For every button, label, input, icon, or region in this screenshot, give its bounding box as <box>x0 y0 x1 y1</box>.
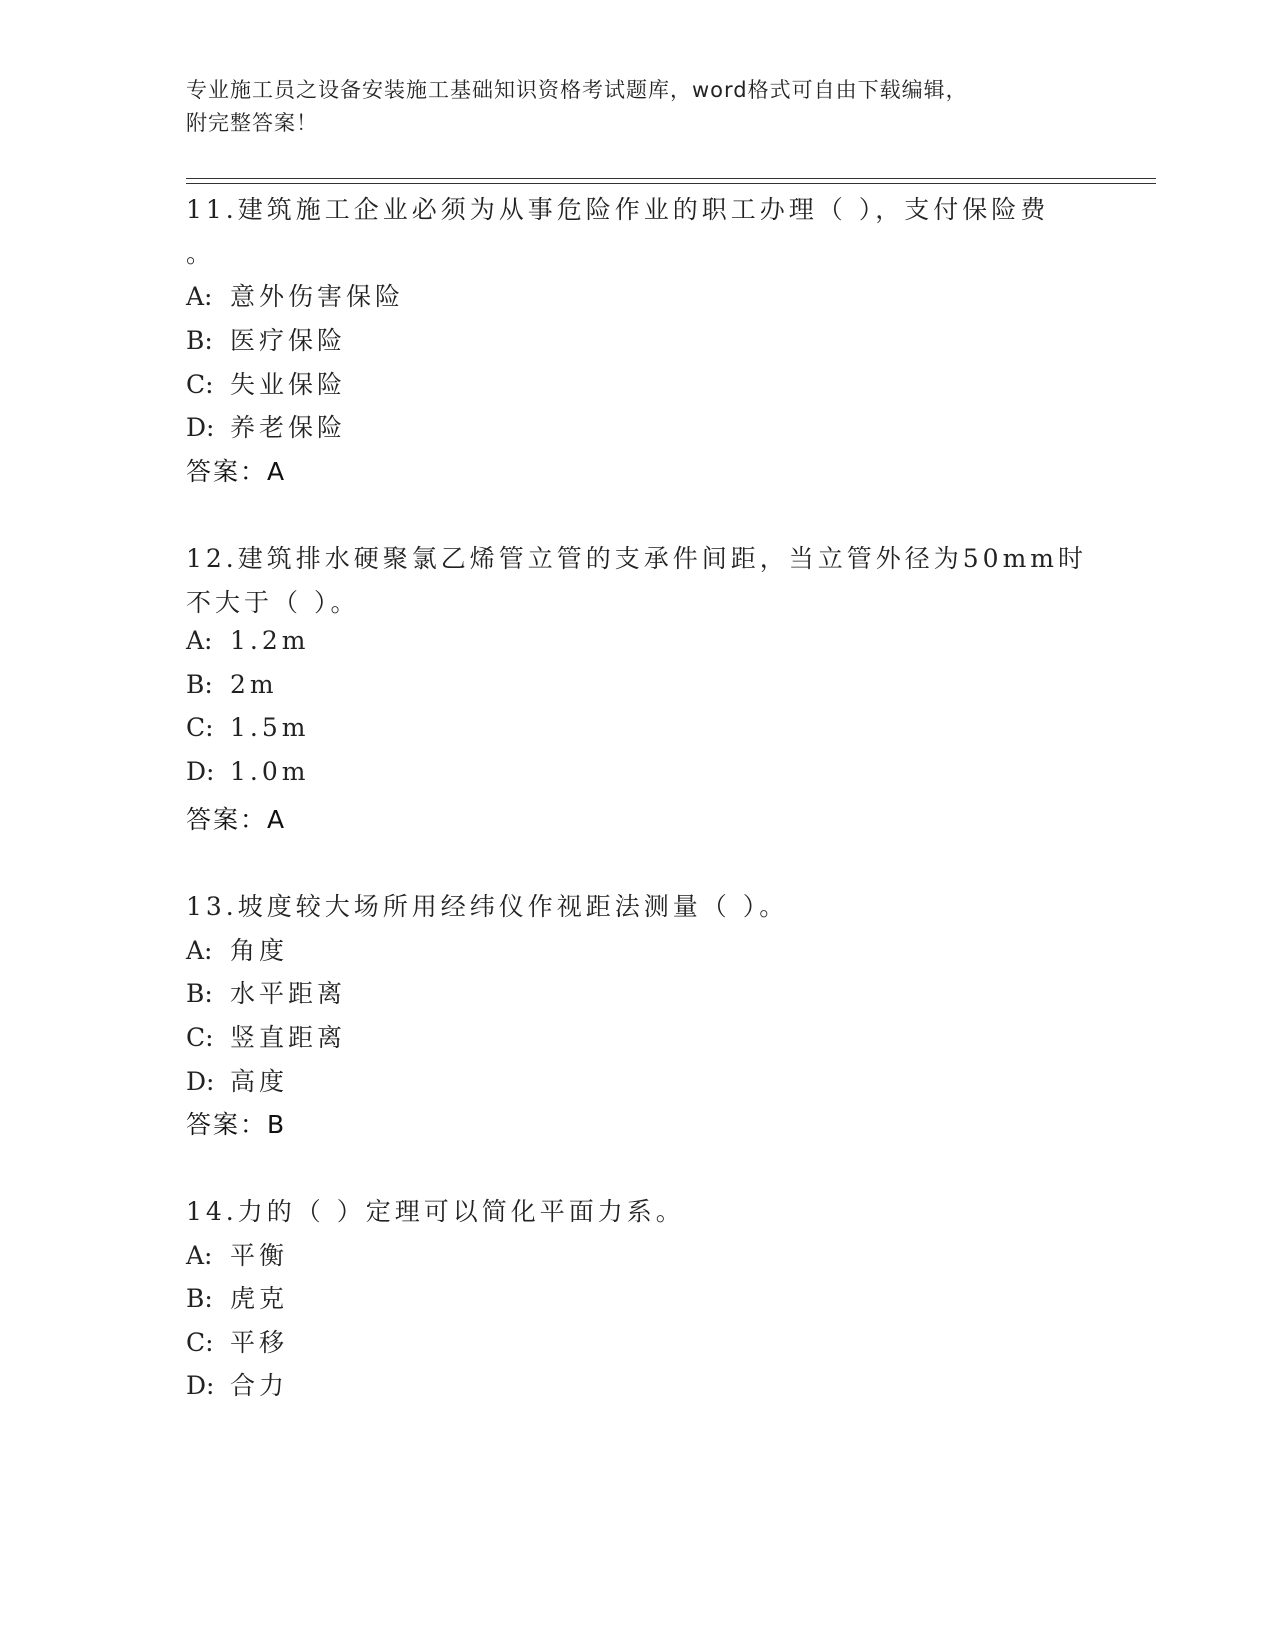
option-letter: A: <box>186 936 213 965</box>
question-14-option-d <box>186 1366 288 1402</box>
option-letter: A: <box>186 282 213 311</box>
question-13-option-b <box>186 974 346 1010</box>
question-11-option-c <box>186 365 346 401</box>
option-letter: A: <box>186 626 213 655</box>
option-letter: B: <box>186 326 213 355</box>
question-12-answer: 答案：A <box>186 805 287 834</box>
option-letter: D: <box>186 1067 215 1096</box>
header-line-2: 附完整答案！ <box>186 111 318 135</box>
option-text: 养老保险 <box>230 413 347 442</box>
option-letter: C: <box>186 1023 214 1052</box>
header-line-1: 专业施工员之设备安装施工基础知识资格考试题库，word格式可自由下载编辑， <box>186 78 968 102</box>
question-14-option-c <box>186 1323 288 1359</box>
option-text: 1.5m <box>230 713 310 742</box>
option-letter: D: <box>186 413 215 442</box>
option-text: 失业保险 <box>230 370 347 399</box>
option-text: 平衡 <box>230 1241 289 1270</box>
option-text: 意外伤害保险 <box>230 282 405 311</box>
question-11-option-b <box>186 321 346 357</box>
question-14-stem: 14.力的（ ）定理可以简化平面力系。 <box>186 1197 685 1226</box>
option-letter: C: <box>186 1328 214 1357</box>
question-12-option-c <box>186 713 309 742</box>
option-letter: B: <box>186 670 213 699</box>
option-text: 高度 <box>230 1067 289 1096</box>
option-letter: A: <box>186 1241 213 1270</box>
question-11-option-d <box>186 408 346 444</box>
question-11-stem: 11.建筑施工企业必须为从事危险作业的职工办理（ ），支付保险费 <box>186 195 1050 224</box>
question-13-stem: 13.坡度较大场所用经纬仪作视距法测量（ ）。 <box>186 892 789 921</box>
question-13-option-d <box>186 1062 288 1098</box>
question-12-option-d <box>186 757 309 786</box>
option-text: 1.0m <box>230 757 310 786</box>
option-letter: C: <box>186 370 214 399</box>
question-12-option-b <box>186 670 278 699</box>
header-divider-bottom <box>186 183 1156 184</box>
option-text: 平移 <box>230 1328 289 1357</box>
question-11-answer: 答案：A <box>186 457 287 486</box>
option-text: 合力 <box>230 1371 289 1400</box>
question-12-option-a <box>186 626 309 655</box>
document-header <box>186 74 1086 140</box>
option-letter: B: <box>186 979 213 1008</box>
option-text: 1.2m <box>230 626 310 655</box>
question-14-option-b <box>186 1279 288 1315</box>
option-letter: D: <box>186 1371 215 1400</box>
question-13-option-c <box>186 1018 346 1054</box>
header-divider-top <box>186 178 1156 179</box>
question-14-option-a <box>186 1236 288 1272</box>
question-13-answer: 答案：B <box>186 1110 287 1139</box>
option-letter: C: <box>186 713 214 742</box>
question-12-stem-cont: 不大于（ ）。 <box>186 588 360 617</box>
question-13-option-a <box>186 931 288 967</box>
option-text: 虎克 <box>230 1284 289 1313</box>
option-text: 水平距离 <box>230 979 347 1008</box>
question-12-stem: 12.建筑排水硬聚氯乙烯管立管的支承件间距，当立管外径为50mm时 <box>186 544 1087 573</box>
option-text: 医疗保险 <box>230 326 347 355</box>
option-letter: B: <box>186 1284 213 1313</box>
option-text: 竖直距离 <box>230 1023 347 1052</box>
question-11-stem-cont: 。 <box>186 239 216 268</box>
option-text: 2m <box>230 670 278 699</box>
option-letter: D: <box>186 757 215 786</box>
option-text: 角度 <box>230 936 289 965</box>
question-11-option-a <box>186 277 404 313</box>
